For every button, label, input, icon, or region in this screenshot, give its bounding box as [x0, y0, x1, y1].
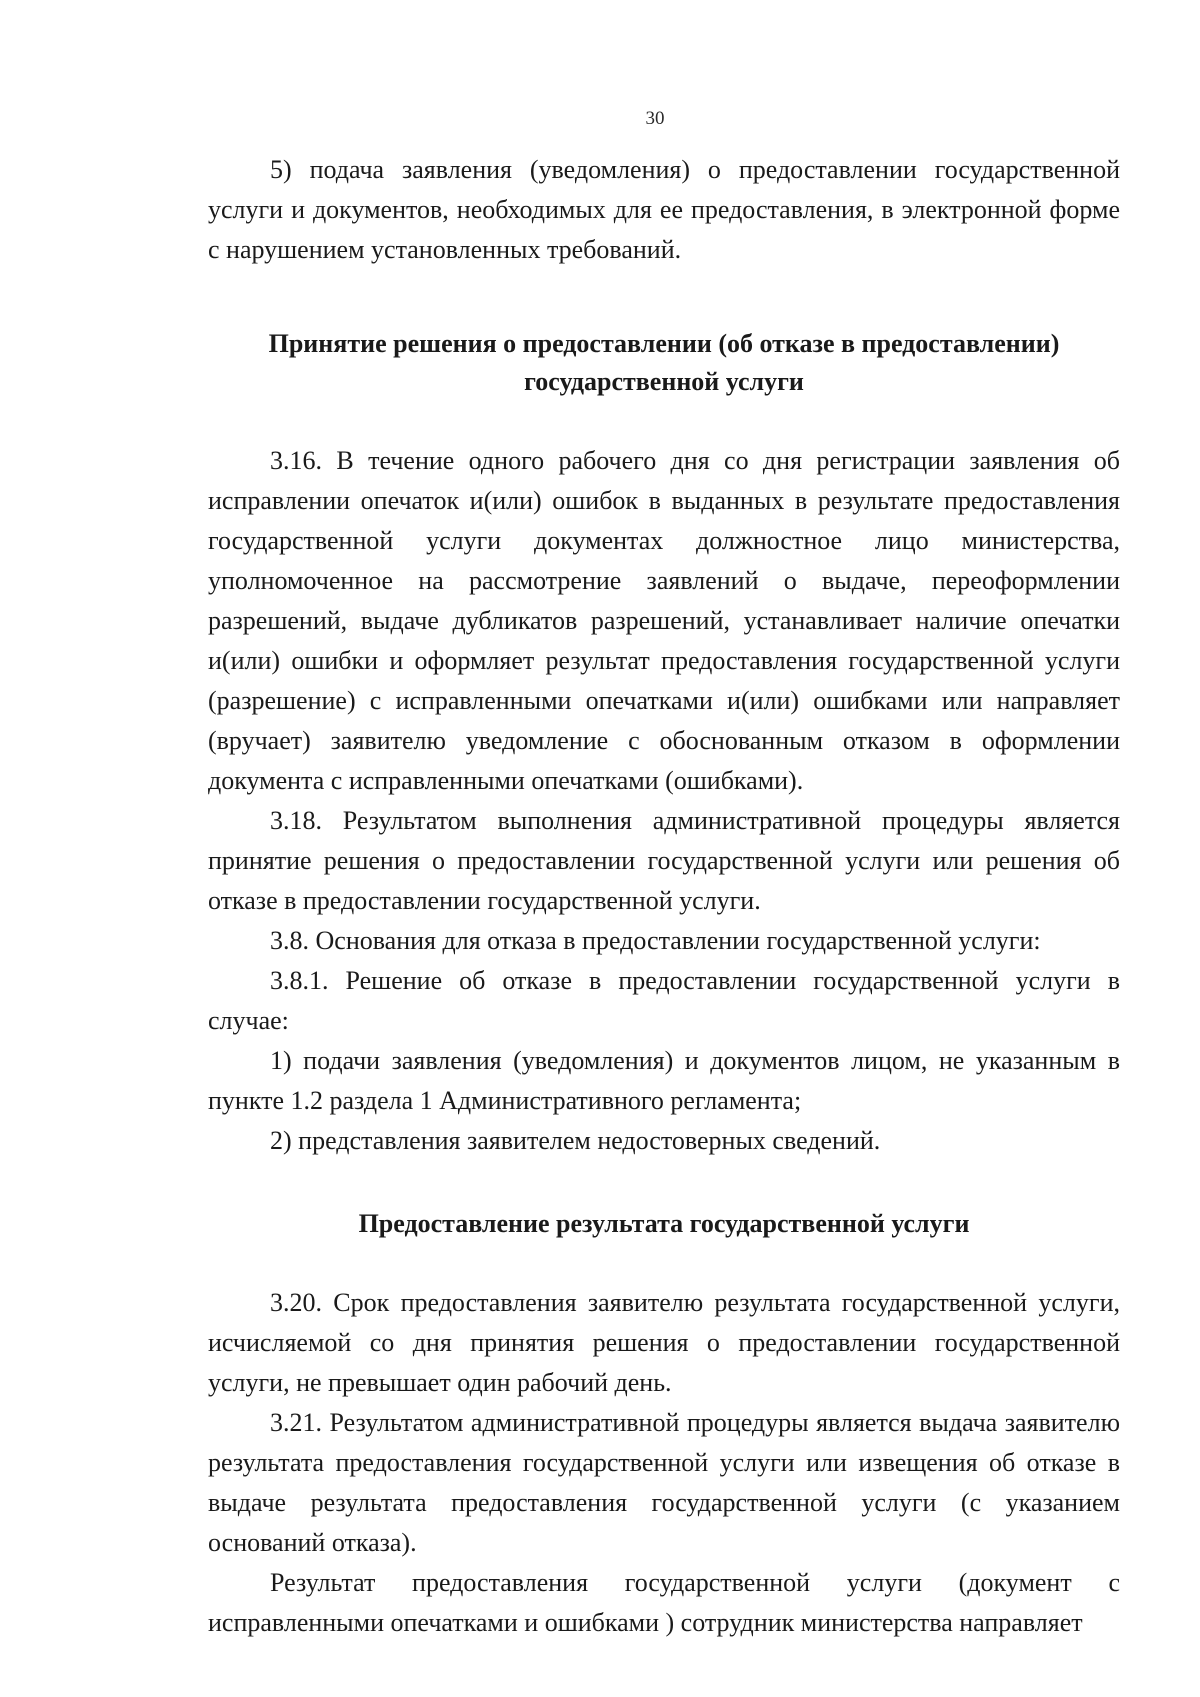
spacer	[208, 1243, 1120, 1283]
spacer	[208, 1161, 1120, 1205]
paragraph-result: Результат предоставления государственной услуги (документ с исправленными опечатками и ошибками ) сотрудник министерства направляет	[208, 1568, 1120, 1637]
paragraph-3-20: 3.20. Срок предоставления заявителю результата государственной услуги, исчисляемой со дня принятия решения о предоставлении государственной услуги, не превышает один рабочий день.	[208, 1288, 1120, 1397]
spacer	[208, 401, 1120, 441]
spacer	[208, 270, 1120, 325]
section-heading-decision: Принятие решения о предоставлении (об отказе в предоставлении) государственной услуги	[268, 329, 1060, 396]
paragraph-3-8-1: 3.8.1. Решение об отказе в предоставлении государственной услуги в случае:	[208, 966, 1120, 1035]
document-body	[208, 150, 1120, 1643]
section-heading-result: Предоставление результата государственной услуги	[358, 1209, 970, 1238]
list-item-5: 5) подача заявления (уведомления) о предоставлении государственной услуги и документов, необходимых для ее предоставления, в электронной форме с нарушением установленных требований.	[208, 155, 1120, 264]
list-item-2: 2) представления заявителем недостоверных сведений.	[270, 1126, 881, 1155]
paragraph-3-18: 3.18. Результатом выполнения административной процедуры является принятие решения о предоставлении государственной услуги или решения об отказе в предоставлении государственной услуги.	[208, 806, 1120, 915]
paragraph-3-8: 3.8. Основания для отказа в предоставлении государственной услуги:	[270, 926, 1041, 955]
paragraph-3-16: 3.16. В течение одного рабочего дня со дня регистрации заявления об исправлении опечаток и(или) ошибок в выданных в результате предоставления государственной услуги документах должностное лицо министерства, уполномоченное на рассмотрение заявлений о выдаче, переоформлении разрешений, выдаче дубликатов разрешений, устанавливает наличие опечатки и(или) ошибки и оформляет результат предоставления государственной услуги (разрешение) с исправленными опечатками и(или) ошибками или направляет (вручает) заявителю уведомление с обоснованным отказом в оформлении документа с исправленными опечатками (ошибками).	[208, 446, 1120, 795]
page-number: 30	[645, 108, 665, 129]
list-item-1: 1) подачи заявления (уведомления) и документов лицом, не указанным в пункте 1.2 раздела 1 Административного регламента;	[208, 1046, 1120, 1115]
paragraph-3-21: 3.21. Результатом административной процедуры является выдача заявителю результата предоставления государственной услуги или извещения об отказе в выдаче результата предоставления государственной услуги (с указанием оснований отказа).	[208, 1408, 1120, 1557]
